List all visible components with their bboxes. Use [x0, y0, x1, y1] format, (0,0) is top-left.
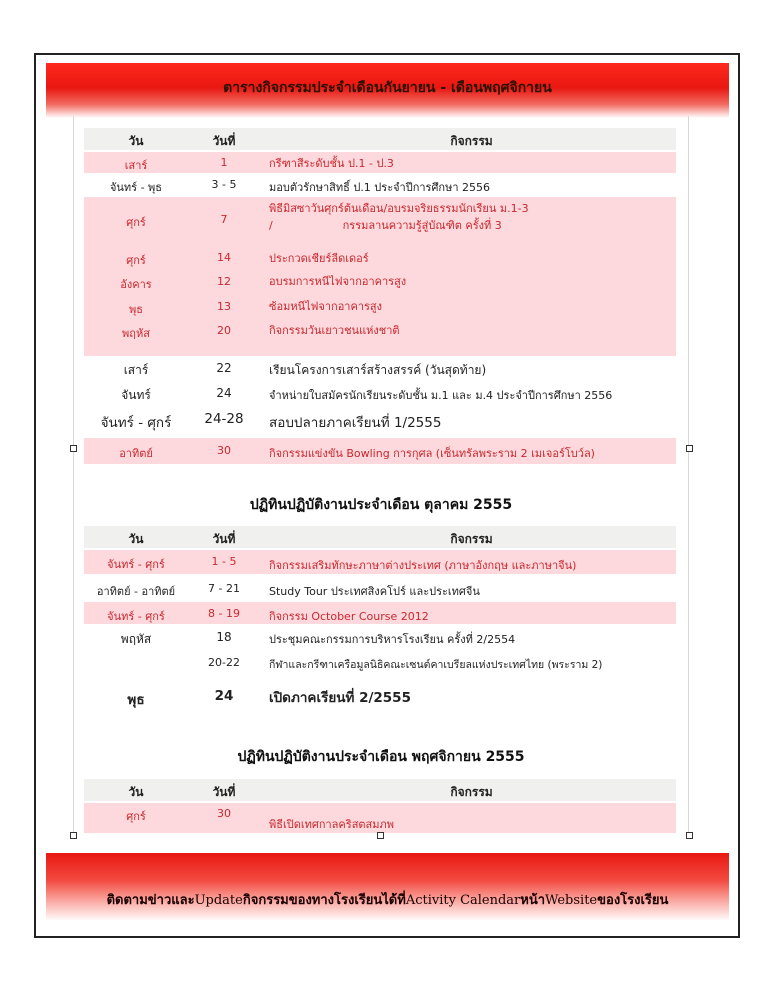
footer-part: Activity Calendar — [405, 893, 521, 908]
row-date: 30 — [217, 807, 231, 820]
table-row — [84, 576, 676, 600]
row-activity: เรียนโครงการเสาร์สร้างสรรค์ (วันสุดท้าย) — [269, 363, 487, 377]
row-date: 7 - 21 — [208, 582, 240, 595]
table-row — [84, 626, 676, 648]
col-day: วัน — [128, 532, 144, 546]
table-row — [84, 174, 676, 196]
row-date: 3 - 5 — [211, 178, 237, 191]
october-title: ปฏิทินปฏิบัติงานประจำเดือน ตุลาคม 2555 — [249, 497, 513, 513]
resize-handle-bottom-left[interactable] — [70, 832, 77, 839]
row-date: 20-22 — [208, 656, 240, 669]
row-date: 18 — [216, 630, 232, 644]
table-row-group — [84, 197, 676, 377]
row-date: 8 - 19 — [208, 607, 240, 620]
footer-part: หน้า — [520, 893, 546, 908]
row-date: 7 — [220, 213, 228, 226]
table-row — [84, 407, 676, 433]
table-row — [84, 602, 676, 624]
col-date: วันที่ — [212, 532, 236, 546]
row-date: 13 — [217, 300, 231, 313]
table-header-september — [84, 128, 676, 150]
row-day: พุธ — [127, 692, 145, 708]
row-date: 30 — [217, 444, 231, 457]
col-activity: กิจกรรม — [450, 532, 493, 546]
footer-part: Update — [194, 893, 243, 908]
november-title: ปฏิทินปฏิบัติงานประจำเดือน พฤศจิกายน 2555 — [237, 749, 525, 765]
row-day: พุธ — [129, 303, 143, 316]
row-date: 1 - 5 — [211, 555, 237, 568]
footer-part: ของโรงเรียน — [597, 893, 669, 908]
table-row — [84, 438, 676, 464]
row-day: พฤหัส — [122, 327, 150, 340]
resize-handle-left[interactable] — [70, 445, 77, 452]
row-activity: กีฬาและกรีฑาเครือมูลนิธิคณะเซนต์คาเบรียลแห่งประเทศไทย (พระราม 2) — [269, 659, 603, 671]
table-header-november — [84, 779, 676, 801]
row-day: พฤหัส — [120, 632, 152, 646]
row-day: ศุกร์ — [126, 216, 146, 229]
row-activity: กิจกรรมเสริมทักษะภาษาต่างประเทศ (ภาษาอังกฤษ และภาษาจีน) — [269, 559, 577, 572]
row-activity-line2: / กรรมลานความรู้สู่บัณฑิต ครั้งที่ 3 — [269, 219, 502, 232]
resize-handle-right[interactable] — [686, 445, 693, 452]
row-date: 20 — [217, 324, 231, 337]
row-activity: ประชุมคณะกรรมการบริหารโรงเรียน ครั้งที่ 2/2554 — [269, 633, 516, 646]
table-row — [84, 803, 676, 833]
row-day: อังคาร — [120, 278, 152, 291]
resize-handle-bottom[interactable] — [377, 832, 384, 839]
table-header-october — [84, 526, 676, 548]
row-day: จันทร์ — [121, 388, 151, 402]
row-day: อาทิตย์ — [119, 447, 153, 460]
row-date: 12 — [217, 275, 231, 288]
row-date: 14 — [217, 251, 231, 264]
row-date: 1 — [220, 156, 228, 169]
row-activity: มอบตัวรักษาสิทธิ์ ป.1 ประจำปีการศึกษา 2556 — [269, 181, 491, 194]
row-activity: Study Tour ประเทศสิงคโปร์ และประเทศจีน — [269, 585, 480, 598]
col-activity: กิจกรรม — [450, 134, 493, 148]
row-activity: กรีฑาสีระดับชั้น ป.1 - ป.3 — [269, 157, 394, 170]
row-day: ศุกร์ — [126, 254, 146, 267]
footer-part: Website — [545, 893, 598, 908]
calendar-image — [73, 116, 689, 836]
row-activity: อบรมการหนีไฟจากอาคารสูง — [269, 275, 407, 288]
row-activity: ประกวดเชียร์ลีดเดอร์ — [269, 252, 369, 265]
header-title: ตารางกิจกรรมประจำเดือนกันยายน - เดือนพฤศจิกายน — [223, 80, 552, 96]
row-date: 22 — [216, 361, 232, 375]
row-day: จันทร์ - ศุกร์ — [107, 558, 165, 571]
row-day: เสาร์ — [124, 159, 148, 172]
col-day: วัน — [128, 785, 144, 799]
row-activity: ซ้อมหนีไฟจากอาคารสูง — [269, 300, 383, 313]
table-row — [84, 356, 676, 380]
header-banner — [46, 63, 729, 118]
row-day: จันทร์ - ศุกร์ — [100, 415, 172, 431]
row-day: เสาร์ — [123, 363, 149, 377]
resize-handle-bottom-right[interactable] — [686, 832, 693, 839]
row-day: จันทร์ - ศุกร์ — [107, 610, 165, 623]
footer-part: ติดตามข่าวและ — [106, 893, 195, 908]
table-row — [84, 650, 676, 674]
col-day: วัน — [128, 134, 144, 148]
row-activity: สอบปลายภาคเรียนที่ 1/2555 — [269, 415, 442, 431]
footer-banner — [46, 853, 729, 921]
row-day: อาทิตย์ - อาทิตย์ — [96, 585, 176, 598]
table-row — [84, 381, 676, 405]
table-row — [84, 682, 676, 708]
row-day: ศุกร์ — [126, 810, 146, 823]
row-activity: พิธีมิสซาวันศุกร์ต้นเดือน/อบรมจริยธรรมนักเรียน ม.1-3 — [269, 202, 529, 215]
row-activity: พิธีเปิดเทศกาลคริสตสมภพ — [269, 818, 395, 831]
row-activity: กิจกรรมวันเยาวชนแห่งชาติ — [269, 324, 400, 337]
table-row — [84, 550, 676, 574]
footer-part: กิจกรรมของทางโรงเรียนได้ที่ — [242, 893, 406, 908]
col-date: วันที่ — [212, 134, 236, 148]
row-date: 24 — [214, 688, 234, 704]
row-activity: กิจกรรมแข่งขัน Bowling การกุศล (เซ็นทรัลพระราม 2 เมเจอร์โบว์ล) — [269, 447, 595, 460]
col-date: วันที่ — [212, 785, 236, 799]
row-date: 24 — [216, 386, 232, 400]
row-day: จันทร์ - พุธ — [109, 181, 163, 194]
row-activity: จำหน่ายใบสมัครนักเรียนระดับชั้น ม.1 และ ม.4 ประจำปีการศึกษา 2556 — [269, 389, 613, 402]
footer-text — [107, 871, 669, 910]
row-activity: เปิดภาคเรียนที่ 2/2555 — [269, 690, 411, 706]
table-row — [84, 152, 676, 173]
row-date: 24-28 — [204, 411, 244, 427]
row-activity: กิจกรรม October Course 2012 — [269, 610, 429, 623]
col-activity: กิจกรรม — [450, 785, 493, 799]
